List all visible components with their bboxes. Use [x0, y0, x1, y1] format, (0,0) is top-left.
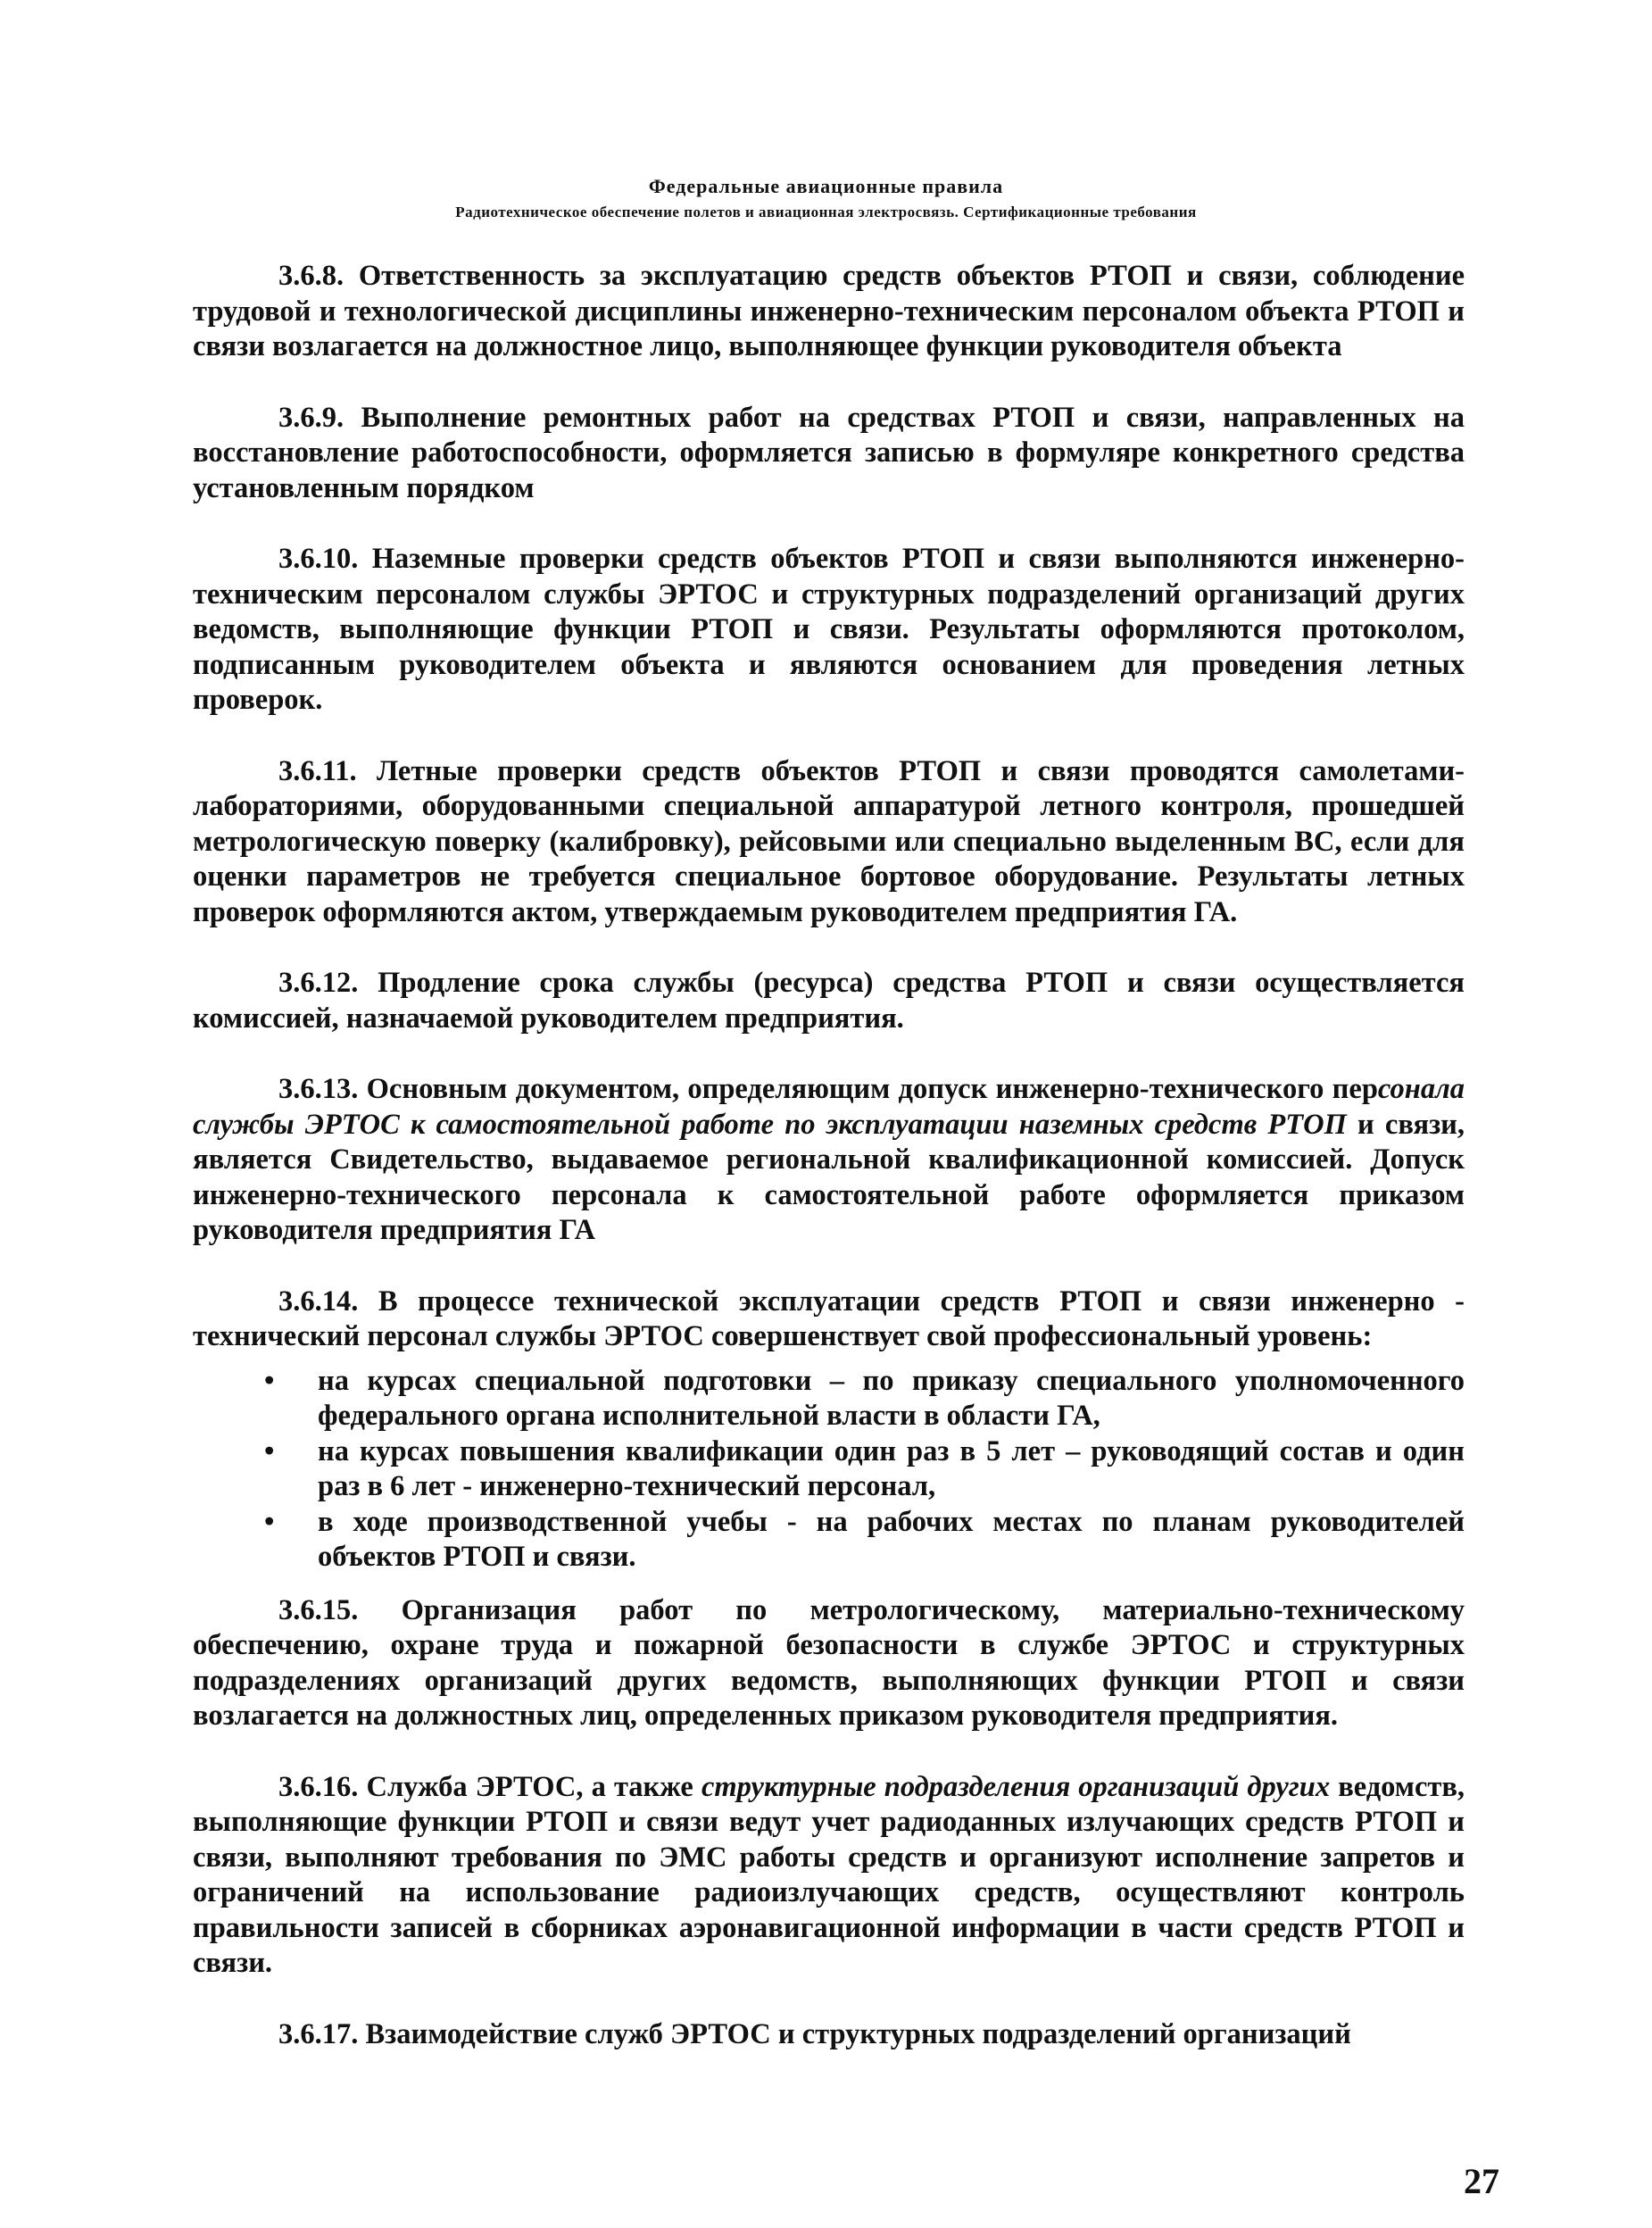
bullet-list — [193, 1364, 1465, 1575]
clause-number: 3.6.12. — [278, 967, 359, 999]
clause-text-italic: сонала службы ЭРТОС к самостоятельной работе по эксплуатации наземных средств РТОП — [193, 1073, 1465, 1141]
clause-text-end: и связи, является Свидетельство, выдаваемое региональной квалификационной комиссией. Допуск инженерно-технического персонала к самостоятельной работе оформляется приказом руководителя предприятия ГА — [193, 1108, 1465, 1246]
clause-text: В процессе технической эксплуатации средств РТОП и связи инженерно - технический персонал службы ЭРТОС совершенствует свой профессиональный уровень: — [193, 1284, 1465, 1352]
clause-text: Организация работ по метрологическому, материально-техническому обеспечению, охране труда и пожарной безопасности в службе ЭРТОС и структурных подразделениях организаций других ведомств, выполняющих функции РТОП и связи возлагается на должностных лиц, определенных приказом руководителя предприятия. — [193, 1593, 1465, 1732]
bullet-icon: • — [264, 1364, 275, 1397]
paragraph-3-6-16 — [193, 1770, 1465, 1982]
paragraph-3-6-10 — [193, 542, 1465, 719]
paragraph-3-6-15 — [193, 1593, 1465, 1734]
bullet-icon: • — [264, 1434, 275, 1467]
paragraph-3-6-9 — [193, 401, 1465, 507]
paragraph-3-6-14 — [193, 1284, 1465, 1355]
clause-number: 3.6.17. — [278, 2017, 359, 2050]
running-header-title: Федеральные авиационные правила — [648, 175, 1004, 197]
document-body — [193, 259, 1465, 2088]
clause-text: Продление срока службы (ресурса) средства РТОП и связи осуществляется комиссией, назначаемой руководителем предприятия. — [193, 967, 1465, 1035]
paragraph-3-6-11 — [193, 754, 1465, 931]
clause-text: Летные проверки средств объектов РТОП и связи проводятся самолетами-лабораториями, оборудованными специальной аппаратурой летного контроля, прошедшей метрологическую поверку (калибровку), рейсовыми или специально выделенным ВС, если для оценки параметров не требуется специальное бортовое оборудование. Результаты летных проверок оформляются актом, утверждаемым руководителем предприятия ГА. — [193, 754, 1465, 928]
list-item-text: на курсах специальной подготовки – по приказу специального уполномоченного федерального органа исполнительной власти в области ГА, — [318, 1364, 1465, 1432]
paragraph-3-6-13 — [193, 1072, 1465, 1249]
bullet-icon: • — [264, 1505, 275, 1538]
clause-text: Выполнение ремонтных работ на средствах РТОП и связи, направленных на восстановление работоспособности, оформляется записью в формуляре конкретного средства установленным порядком — [193, 401, 1465, 504]
paragraph-3-6-12 — [193, 966, 1465, 1036]
clause-text: Ответственность за эксплуатацию средств объектов РТОП и связи, соблюдение трудовой и технологической дисциплины инженерно-техническим персоналом объекта РТОП и связи возлагается на должностное лицо, выполняющее функции руководителя объекта — [193, 260, 1465, 362]
clause-text: Взаимодействие служб ЭРТОС и структурных подразделений организаций — [365, 2017, 1351, 2050]
clause-number: 3.6.14. — [278, 1284, 359, 1318]
clause-number: 3.6.11. — [278, 754, 357, 787]
list-item-text: на курсах повышения квалификации один раз в 5 лет – руководящий состав и один раз в 6 лет - инженерно-технический персонал, — [318, 1434, 1465, 1502]
running-header-subtitle: Радиотехническое обеспечение полетов и авиационная электросвязь. Сертификационные требования — [455, 204, 1197, 220]
clause-number: 3.6.8. — [278, 260, 345, 292]
list-item — [264, 1434, 1465, 1505]
list-item-text: в ходе производственной учебы - на рабочих местах по планам руководителей объектов РТОП и связи. — [318, 1505, 1465, 1573]
list-item — [264, 1364, 1465, 1434]
page-number: 27 — [1464, 2161, 1499, 2201]
clause-number: 3.6.13. — [278, 1073, 359, 1105]
clause-number: 3.6.15. — [278, 1593, 359, 1626]
paragraph-3-6-8 — [193, 259, 1465, 365]
paragraph-3-6-17 — [193, 2017, 1465, 2053]
list-item — [264, 1505, 1465, 1575]
clause-text-end: ведомств, выполняющие функции РТОП и связи ведут учет радиоданных излучающих средств РТОП и связи, выполняют требования по ЭМС работы средств и организуют исполнение запретов и ограничений на использование радиоизлучающих средств, осуществляют контроль правильности записей в сборниках аэронавигационной информации в части средств РТОП и связи. — [193, 1770, 1465, 1979]
clause-text-start: Служба ЭРТОС, а также — [366, 1770, 701, 1803]
clause-number: 3.6.9. — [278, 401, 345, 434]
clause-number: 3.6.16. — [278, 1770, 359, 1803]
clause-number: 3.6.10. — [278, 543, 359, 575]
clause-text-italic: структурные подразделения организаций других — [701, 1770, 1331, 1803]
clause-text: Наземные проверки средств объектов РТОП и связи выполняются инженерно-техническим персоналом службы ЭРТОС и структурных подразделений организаций других ведомств, выполняющие функции РТОП и связи. Результаты оформляются протоколом, подписанным руководителем объекта и являются основанием для проведения летных проверок. — [193, 543, 1465, 716]
clause-text-start: Основным документом, определяющим допуск инженерно-технического пер — [366, 1073, 1378, 1105]
